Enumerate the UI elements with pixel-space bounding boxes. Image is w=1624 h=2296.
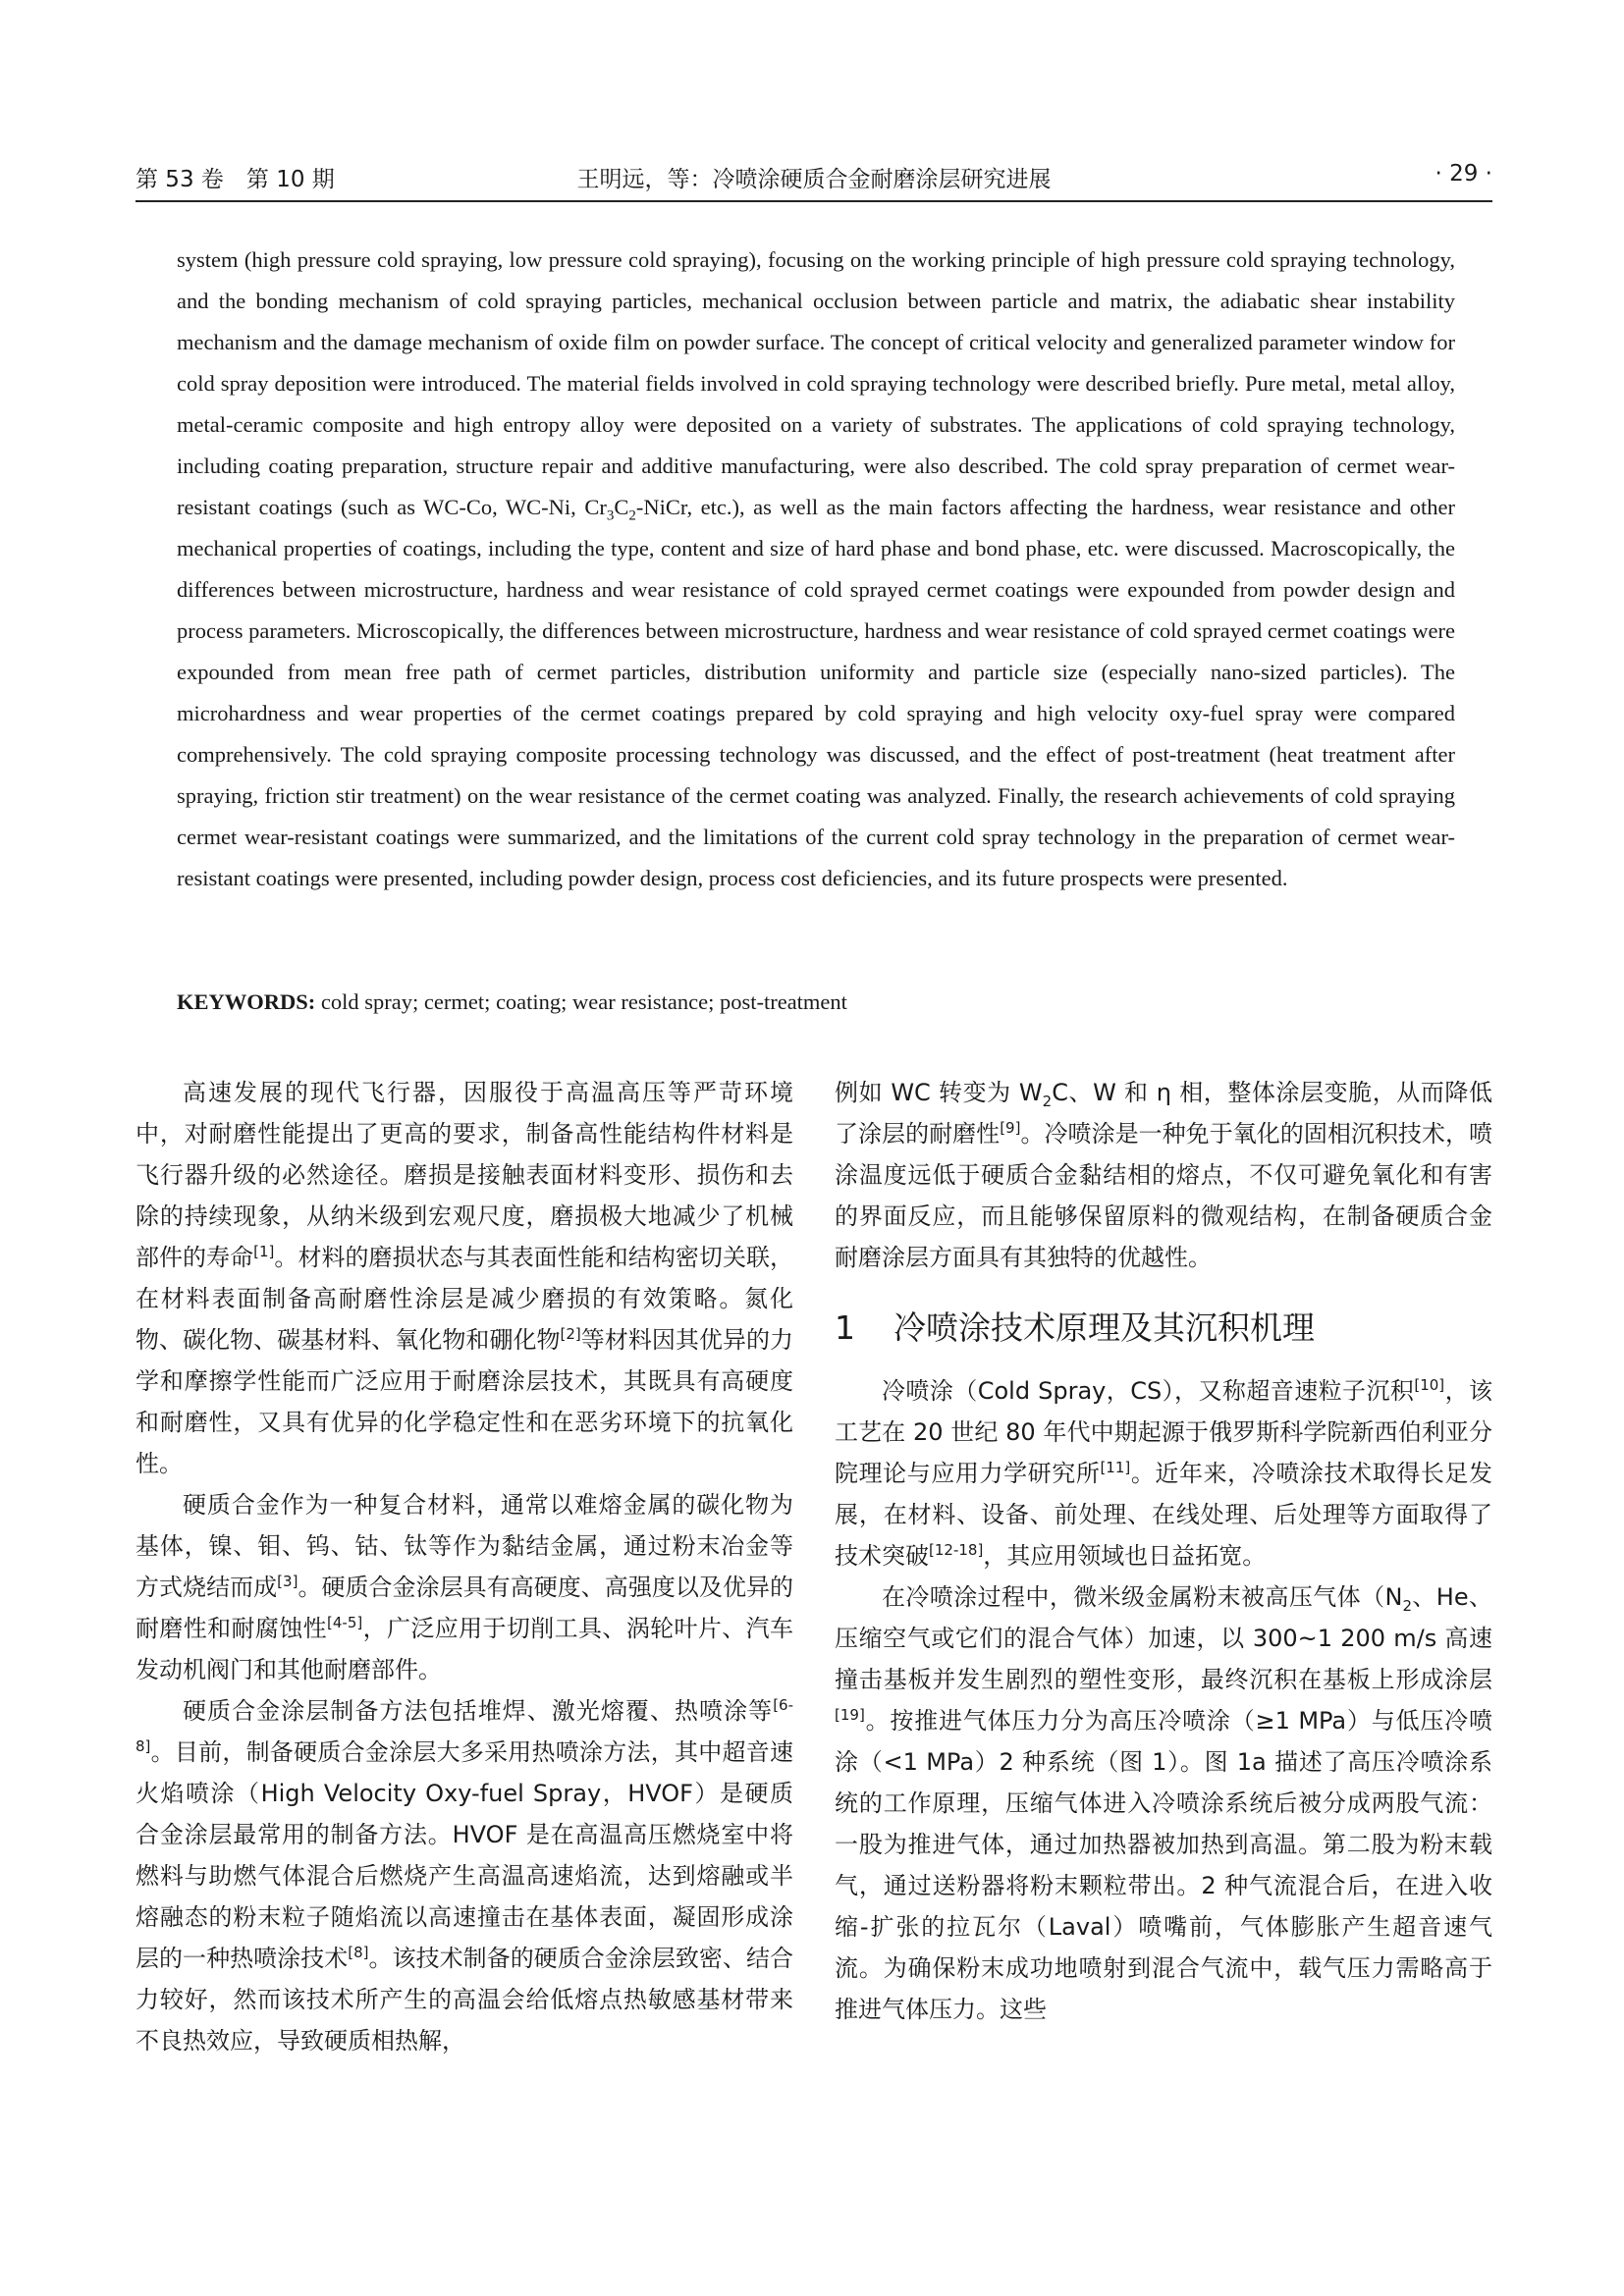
text-run: 高速发展的现代飞行器，因服役于高温高压等严苛环境中，对耐磨性能提出了更高的要求，制备高性能结构件材料是飞行器升级的必然途径。磨损是接触表面材料变形、损伤和去除的持续现象，从纳米级到宏观尺度，磨损极大地减少了机械部件的寿命 [135, 1079, 793, 1271]
right-column [835, 1072, 1492, 2030]
text-run: 冷喷涂（Cold Spray，CS），又称超音速粒子沉积 [882, 1377, 1415, 1405]
text-run: 。材料的磨损状态与其表面性能和结构密切关联，在材料表面制备高耐磨性涂层是减少磨损的有效策略。氮化物、碳化物、碳基材料、氧化物和硼化物 [135, 1244, 794, 1354]
text-run: ，该工艺在 20 世纪 80 年代中期起源于俄罗斯科学院新西伯利亚分院理论与应用力学研究所 [835, 1377, 1492, 1487]
citation: [8] [348, 1944, 369, 1961]
text-run: 例如 WC 转变为 W [835, 1079, 1043, 1106]
abstract-part-1: system (high pressure cold spraying, low pressure cold spraying), focusing on the working principle of high pressure cold spraying technology, and the bonding mechanism of cold spraying particles, mechanical occlusion between particle and matrix, the adiabatic shear instability mechanism and the damage mechanism of oxide film on powder surface. The concept of critical velocity and generalized parameter window for cold spray deposition were introduced. The material fields involved in cold spraying technology were described briefly. Pure metal, metal alloy, metal-ceramic composite and high entropy alloy were deposited on a variety of substrates. The applications of cold spraying technology, including coating preparation, structure repair and additive manufacturing, were also described. The cold spray preparation of cermet wear-resistant coatings (such as WC-Co, WC-Ni, Cr [177, 247, 1455, 519]
keywords-text: cold spray; cermet; coating; wear resistance; post-treatment [315, 989, 847, 1014]
keywords-label: KEYWORDS: [177, 989, 316, 1014]
english-abstract [177, 240, 1455, 899]
abstract-subscript: 2 [628, 507, 636, 524]
citation: [11] [1100, 1459, 1131, 1476]
paragraph [835, 1370, 1492, 1576]
paragraph [135, 1484, 793, 1690]
text-run: C、W 和 η 相，整体涂层变脆，从而降低了涂层的耐磨性 [835, 1079, 1492, 1148]
abstract-subscript: 3 [606, 507, 615, 524]
running-title: 王明远，等：冷喷涂硬质合金耐磨涂层研究进展 [576, 167, 1052, 192]
text-run: 硬质合金作为一种复合材料，通常以难熔金属的碳化物为基体，镍、钼、钨、钴、钛等作为黏结金属，通过粉末冶金等方式烧结而成 [135, 1491, 793, 1601]
section-heading [835, 1304, 1492, 1353]
citation: [9] [1000, 1119, 1021, 1137]
abstract-text [177, 240, 1455, 899]
text-run: ，其应用领域也日益拓宽。 [983, 1542, 1267, 1570]
paragraph [835, 1576, 1492, 2030]
citation: [12-18] [929, 1541, 984, 1559]
citation: [3] [277, 1573, 298, 1590]
left-column [135, 1072, 793, 2061]
citation: [10] [1414, 1376, 1445, 1394]
text-run: 硬质合金涂层制备方法包括堆焊、激光熔覆、热喷涂等 [183, 1697, 774, 1725]
section-number: 1 [835, 1308, 855, 1347]
paragraph [135, 1072, 793, 1484]
text-run: ，广泛应用于切削工具、涡轮叶片、汽车发动机阀门和其他耐磨部件。 [135, 1615, 794, 1683]
paragraph [835, 1072, 1492, 1278]
subscript: 2 [1042, 1092, 1053, 1110]
citation: [19] [835, 1706, 865, 1724]
running-header [135, 157, 1492, 202]
text-run: 等材料因其优异的力学和摩擦学性能而广泛应用于耐磨涂层技术，其既具有高硬度和耐磨性，又具有优异的化学稳定性和在恶劣环境下的抗氧化性。 [135, 1326, 793, 1477]
text-run: 在冷喷涂过程中，微米级金属粉末被高压气体（N [882, 1583, 1403, 1611]
keywords [177, 982, 1455, 1023]
abstract-formula-mid: C [614, 495, 629, 519]
section-title: 冷喷涂技术原理及其沉积机理 [893, 1308, 1315, 1347]
text-run: 、He、压缩空气或它们的混合气体）加速，以 300~1 200 m/s 高速撞击基板并发生剧烈的塑性变形，最终沉积在基板上形成涂层 [835, 1583, 1493, 1693]
citation: [4-5] [327, 1614, 363, 1631]
text-run: 。目前，制备硬质合金涂层大多采用热喷涂方法，其中超音速火焰喷涂（High Velocity Oxy-fuel Spray，HVOF）是硬质合金涂层最常用的制备方法。HVOF 是在高温高压燃烧室中将燃料与助燃气体混合后燃烧产生高温高速焰流，达到熔融或半熔融态的粉末粒子随焰流以高速撞击在基体表面，凝固形成涂层的一种热喷涂技术 [135, 1738, 793, 1972]
text-run: 。按推进气体压力分为高压冷喷涂（≥1 MPa）与低压冷喷涂（<1 MPa）2 种系统（图 1）。图 1a 描述了高压冷喷涂系统的工作原理，压缩气体进入冷喷涂系统后被分成两股气流：一股为推进气体，通过加热器被加热到高温。第二股为粉末载气，通过送粉器将粉末颗粒带出。2 种气流混合后，在进入收缩-扩张的拉瓦尔（Laval）喷嘴前，气体膨胀产生超音速气流。为确保粉末成功地喷射到混合气流中，载气压力需略高于推进气体压力。这些 [835, 1707, 1492, 2023]
text-run: 。硬质合金涂层具有高硬度、高强度以及优异的耐磨性和耐腐蚀性 [135, 1574, 794, 1642]
text-run: 。该技术制备的硬质合金涂层致密、结合力较好，然而该技术所产生的高温会给低熔点热敏感基材带来不良热效应，导致硬质相热解， [135, 1945, 793, 2055]
paragraph [135, 1690, 793, 2061]
abstract-part-2: -NiCr, etc.), as well as the main factors affecting the hardness, wear resistance and other mechanical properties of coatings, including the type, content and size of hard phase and bond phase, etc. were discussed. Macroscopically, the differences between microstructure, hardness and wear resistance of cold sprayed cermet coatings were expounded from powder design and process parameters. Microscopically, the differences between microstructure, hardness and wear resistance of cold sprayed cermet coatings were expounded from mean free path of cermet particles, distribution uniformity and particle size (especially nano-sized particles). The microhardness and wear properties of the cermet coatings prepared by cold spraying and high velocity oxy-fuel spray were compared comprehensively. The cold spraying composite processing technology was discussed, and the effect of post-treatment (heat treatment after spraying, friction stir treatment) on the wear resistance of the cermet coating was analyzed. Finally, the research achievements of cold spraying cermet wear-resistant coatings were summarized, and the limitations of the current cold spray technology in the preparation of cermet wear-resistant coatings were presented, including powder design, process cost deficiencies, and its future prospects were presented. [177, 495, 1456, 890]
subscript: 2 [1402, 1596, 1412, 1615]
citation: [1] [253, 1243, 275, 1260]
text-run: 。冷喷涂是一种免于氧化的固相沉积技术，喷涂温度远低于硬质合金黏结相的熔点，不仅可避免氧化和有害的界面反应，而且能够保留原料的微观结构，在制备硬质合金耐磨涂层方面具有其独特的优越性。 [835, 1120, 1493, 1271]
citation: [6-8] [135, 1696, 793, 1755]
volume-issue: 第 53 卷 第 10 期 [135, 167, 335, 192]
page-number: · 29 · [1435, 161, 1492, 187]
text-run: 。近年来，冷喷涂技术取得长足发展，在材料、设备、前处理、在线处理、后处理等方面取得了技术突破 [835, 1460, 1493, 1570]
citation: [2] [560, 1325, 581, 1343]
